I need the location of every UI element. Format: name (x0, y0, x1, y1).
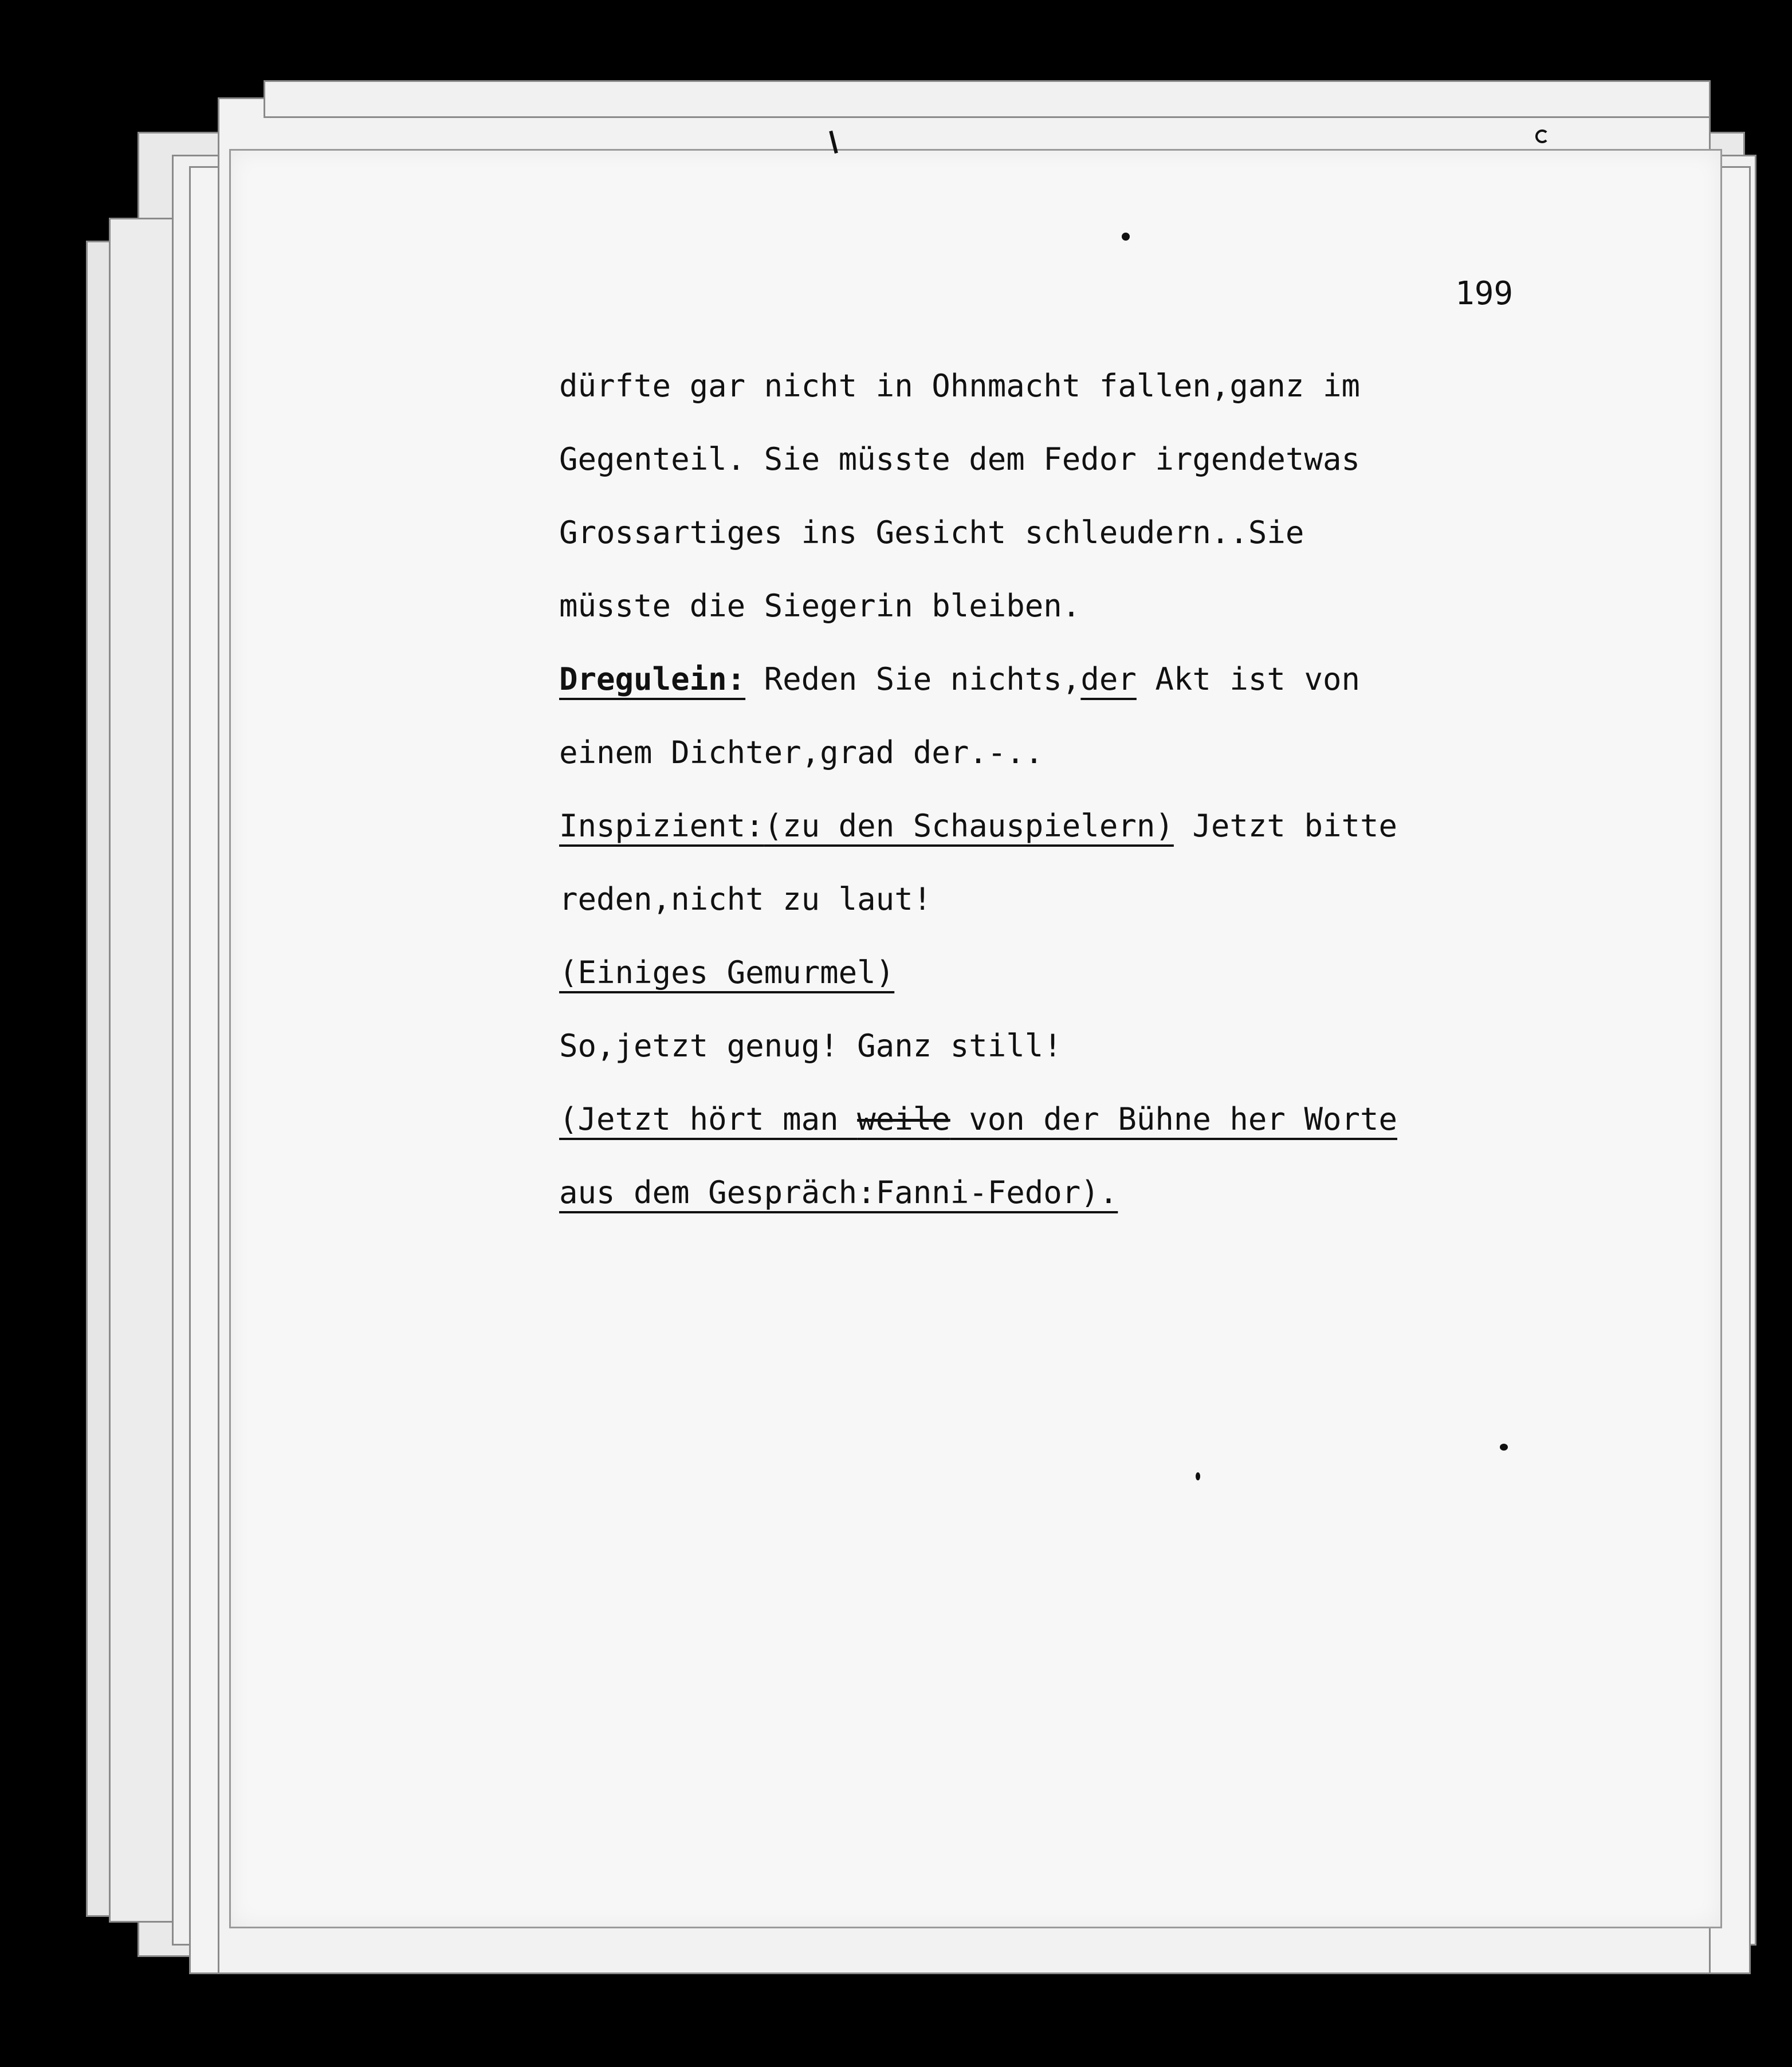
stage-direction-line (559, 1156, 1648, 1229)
text-line (559, 349, 1648, 423)
text-line (559, 863, 1648, 936)
text-line (559, 716, 1648, 789)
dialogue-line (559, 643, 1648, 716)
stacked-sheet-edge (264, 80, 1711, 118)
ink-speck (1196, 1472, 1200, 1480)
text-line (559, 496, 1648, 569)
line-text: So,jetzt genug! Ganz still! (559, 1028, 1062, 1064)
line-text: Gegenteil. Sie müsste dem Fedor irgendetwas (559, 441, 1360, 477)
ink-speck (1500, 1444, 1508, 1451)
ink-mark (1535, 129, 1549, 143)
line-text: müsste die Siegerin bleiben. (559, 588, 1081, 624)
struck-word: weile (857, 1101, 950, 1137)
script-text (559, 349, 1648, 1229)
line-text: Grossartiges ins Gesicht schleudern..Sie (559, 514, 1304, 551)
underlined-word: der (1080, 661, 1137, 697)
speaker-name: Inspizient: (559, 808, 764, 844)
page-number: 199 (1455, 275, 1514, 312)
line-text: einem Dichter,grad der.-.. (559, 734, 1044, 771)
stage-direction-line (559, 936, 1648, 1009)
stage-direction-line (559, 1083, 1648, 1156)
dialogue-line (559, 789, 1648, 863)
stage-direction: (Einiges Gemurmel) (559, 954, 895, 991)
speaker-name: Dregulein: (559, 661, 746, 697)
text-line (559, 569, 1648, 643)
line-text: von der Bühne her Worte (950, 1101, 1397, 1137)
line-text: Jetzt bitte (1173, 808, 1398, 844)
line-text: dürfte gar nicht in Ohnmacht fallen,ganz im (559, 368, 1360, 404)
line-text: reden,nicht zu laut! (559, 881, 932, 917)
line-text: (Jetzt hört man (559, 1101, 858, 1137)
stage-direction: (zu den Schauspielern) (764, 808, 1174, 844)
text-line (559, 1009, 1648, 1083)
line-text: Reden Sie nichts, (745, 661, 1081, 697)
line-text: Akt ist von (1136, 661, 1360, 697)
line-text: aus dem Gespräch:Fanni-Fedor). (559, 1174, 1118, 1211)
text-line (559, 423, 1648, 496)
ink-speck (1122, 233, 1130, 241)
